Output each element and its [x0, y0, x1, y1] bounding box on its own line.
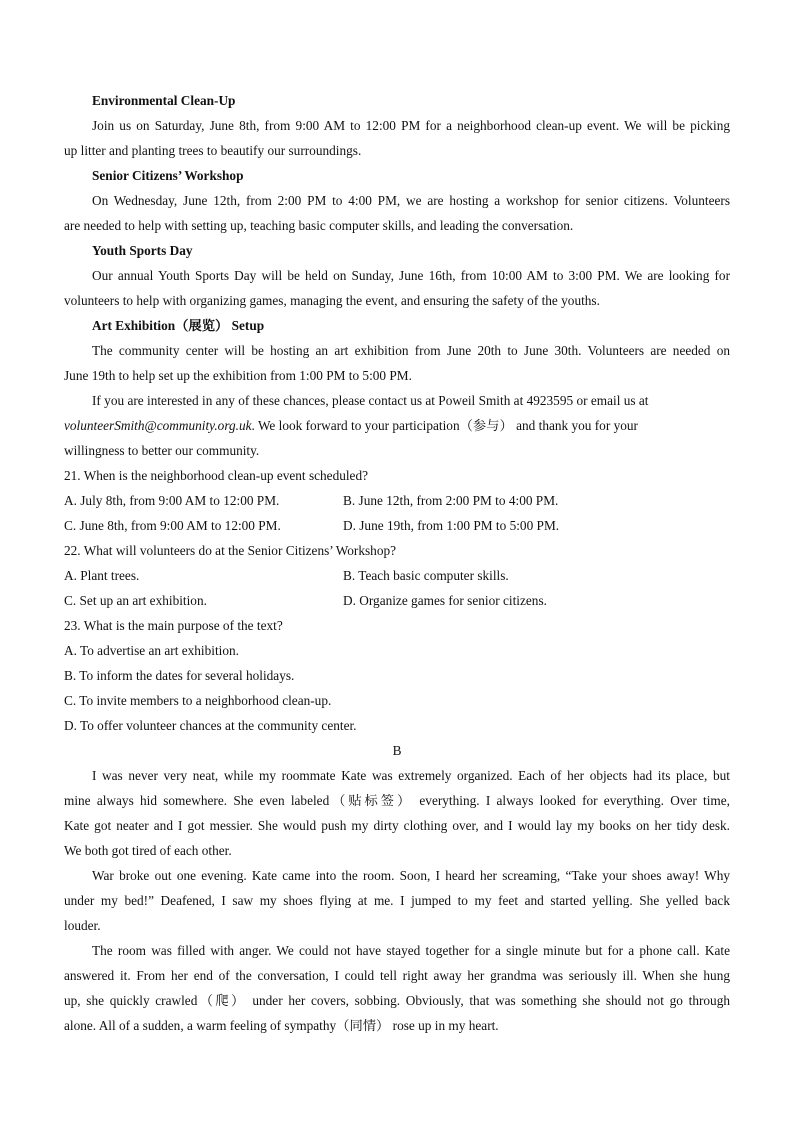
passage-line: up, she quickly crawled（爬） under her covers, sobbing. Obviously, that was something she should not go through: [64, 993, 730, 1008]
section-text-line: up litter and planting trees to beautify our surroundings.: [64, 143, 362, 158]
option-d: D. June 19th, from 1:00 PM to 5:00 PM.: [343, 518, 560, 533]
section-heading: Environmental Clean-Up: [92, 93, 236, 108]
passage-line: alone. All of a sudden, a warm feeling of sympathy（同情） rose up in my heart.: [64, 1018, 499, 1033]
contact-text-line: [64, 413, 730, 438]
passage-line: answered it. From her end of the conversation, I could tell right away her grandma was seriously ill. When she hung: [64, 968, 730, 983]
passage-line: Kate got neater and I got messier. She would push my dirty clothing over, and I would lay my books on her tidy desk.: [64, 818, 730, 833]
passage-line: War broke out one evening. Kate came into the room. Soon, I heard her screaming, “Take your shoes away! Why: [92, 868, 730, 883]
option-d: D. To offer volunteer chances at the community center.: [64, 718, 357, 733]
section-text-line: Join us on Saturday, June 8th, from 9:00 AM to 12:00 PM for a neighborhood clean-up event. We will be picking: [92, 118, 730, 133]
contact-text-line: willingness to better our community.: [64, 443, 260, 458]
option-b: B. June 12th, from 2:00 PM to 4:00 PM.: [343, 493, 559, 508]
passage-line: We both got tired of each other.: [64, 843, 232, 858]
contact-text-rest: . We look forward to your participation（参与） and thank you for your: [251, 418, 638, 433]
document-page: [64, 88, 730, 1038]
passage-line: mine always hid somewhere. She even labeled（贴标签） everything. I always looked for everything. Over time,: [64, 793, 730, 808]
question-stem: 21. When is the neighborhood clean-up event scheduled?: [64, 468, 369, 483]
contact-email: volunteerSmith@community.org.uk: [64, 418, 252, 433]
option-row: [64, 563, 730, 588]
option-d: D. Organize games for senior citizens.: [343, 593, 547, 608]
section-heading: Youth Sports Day: [92, 243, 193, 258]
option-row: [64, 488, 730, 513]
option-b: B. Teach basic computer skills.: [343, 568, 509, 583]
passage-label: B: [392, 743, 402, 758]
option-row: [64, 588, 730, 613]
option-c: C. June 8th, from 9:00 AM to 12:00 PM.: [64, 518, 281, 533]
passage-line: under my bed!” Deafened, I saw my shoes flying at me. I jumped to my feet and started yelling. She yelled back: [64, 893, 730, 908]
section-text-line: June 19th to help set up the exhibition from 1:00 PM to 5:00 PM.: [64, 368, 412, 383]
section-text-line: Our annual Youth Sports Day will be held on Sunday, June 16th, from 10:00 AM to 3:00 PM. We are looking for: [92, 268, 730, 283]
passage-line: I was never very neat, while my roommate Kate was extremely organized. Each of her objects had its place, but: [92, 768, 730, 783]
option-c: C. To invite members to a neighborhood clean-up.: [64, 693, 332, 708]
option-b: B. To inform the dates for several holidays.: [64, 668, 295, 683]
passage-line: louder.: [64, 918, 101, 933]
passage-line: The room was filled with anger. We could not have stayed together for a single minute but for a phone call. Kate: [92, 943, 730, 958]
option-c: C. Set up an art exhibition.: [64, 593, 207, 608]
section-heading: Senior Citizens’ Workshop: [92, 168, 244, 183]
option-a: A. July 8th, from 9:00 AM to 12:00 PM.: [64, 493, 280, 508]
question-stem: 22. What will volunteers do at the Senior Citizens’ Workshop?: [64, 543, 397, 558]
option-a: A. To advertise an art exhibition.: [64, 643, 239, 658]
section-heading: Art Exhibition（展览） Setup: [92, 318, 265, 333]
option-a: A. Plant trees.: [64, 568, 140, 583]
question-stem: 23. What is the main purpose of the text?: [64, 618, 283, 633]
contact-text-line: If you are interested in any of these chances, please contact us at Poweil Smith at 4923595 or email us at: [92, 393, 649, 408]
section-text-line: are needed to help with setting up, teaching basic computer skills, and leading the conversation.: [64, 218, 574, 233]
section-text-line: The community center will be hosting an art exhibition from June 20th to June 30th. Volunteers are needed on: [92, 343, 730, 358]
option-row: [64, 513, 730, 538]
section-text-line: On Wednesday, June 12th, from 2:00 PM to 4:00 PM, we are hosting a workshop for senior citizens. Volunteers: [92, 193, 730, 208]
section-text-line: volunteers to help with organizing games, managing the event, and ensuring the safety of the youths.: [64, 293, 600, 308]
